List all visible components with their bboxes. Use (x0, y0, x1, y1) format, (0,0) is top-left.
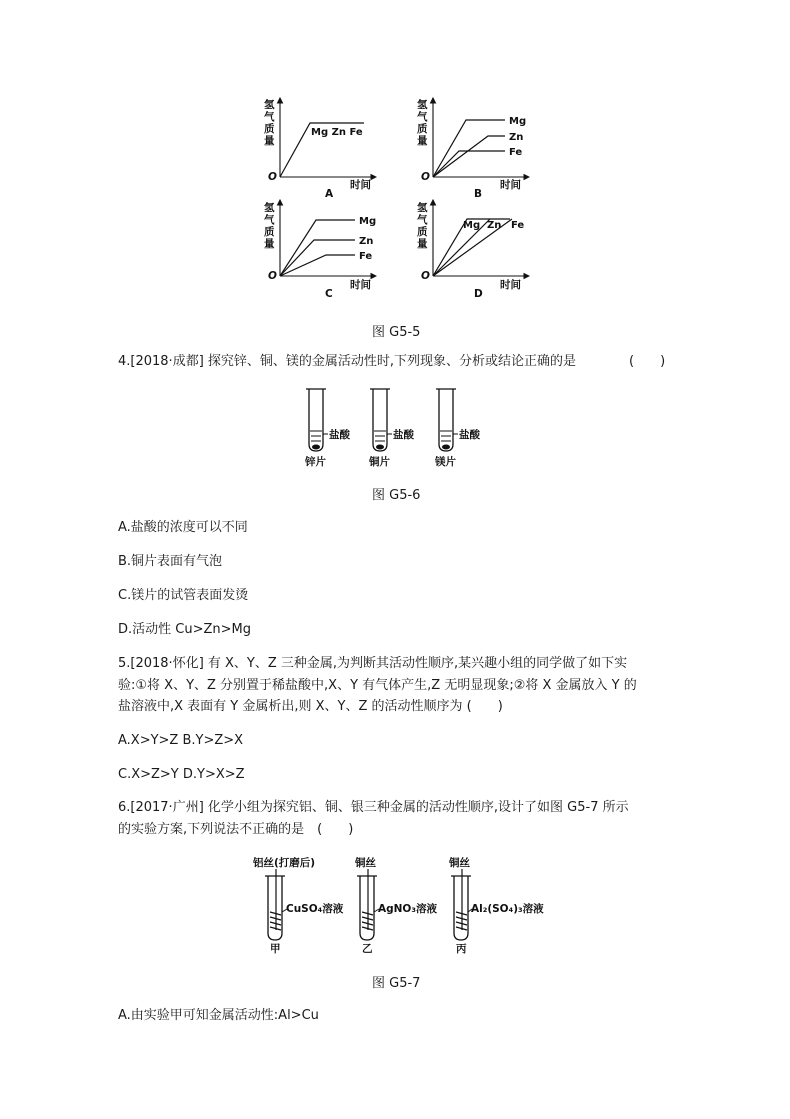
y-axis-label-char: 气 (417, 214, 428, 226)
y-axis-label-char: 质 (264, 123, 275, 135)
y-axis-label-char: 氢 (417, 202, 428, 214)
question-6-line-2: 的实验方案,下列说法不正确的是 ( ) (118, 822, 354, 837)
y-axis-label-char: 质 (264, 226, 275, 238)
series-label: Fe (359, 251, 373, 262)
tube-name: 甲 (270, 943, 281, 955)
solution-label: AgNO₃溶液 (378, 903, 437, 915)
wire-label: 铜丝 (449, 857, 470, 869)
y-axis-label-char: 气 (417, 111, 428, 123)
series-label: Mg (359, 216, 377, 227)
figure-caption: 图 G5-7 (372, 976, 421, 991)
x-axis-label: 时间 (500, 179, 521, 191)
tube-name: 乙 (362, 943, 373, 955)
y-axis-label-char: 质 (417, 226, 428, 238)
wire-label: 铝丝(打磨后) (253, 857, 316, 869)
graph-panel-c (264, 200, 376, 300)
series-label: Mg (509, 116, 527, 127)
liquid-label: 盐酸 (393, 429, 414, 441)
series-label: Zn (509, 132, 524, 143)
answer-paren: ( ) (629, 354, 666, 369)
origin-label: O (421, 270, 430, 282)
y-axis-label-char: 量 (417, 238, 428, 250)
origin-label: O (268, 171, 277, 183)
test-tube-magnesium (434, 389, 480, 468)
panel-letter: D (474, 288, 483, 300)
question-5-options-1: A.X>Y>Z B.Y>Z>X (118, 733, 244, 748)
figure-g5-6 (300, 382, 490, 472)
metal-label: 锌片 (305, 456, 326, 468)
wire-label: 铜丝 (355, 857, 376, 869)
y-axis-label-char: 氢 (264, 99, 275, 111)
metal-label: 镁片 (435, 456, 456, 468)
question-5-options-2: C.X>Z>Y D.Y>X>Z (118, 767, 245, 782)
question-5-line-2: 验:①将 X、Y、Z 分别置于稀盐酸中,X、Y 有气体产生,Z 无明显现象;②将 X 金属放入 Y 的 (118, 678, 637, 693)
y-axis-label-char: 气 (264, 214, 275, 226)
figure-caption: 图 G5-6 (372, 488, 421, 503)
test-tube-copper (368, 389, 414, 468)
test-tube-jia (252, 856, 344, 955)
liquid-label: 盐酸 (459, 429, 480, 441)
panel-letter: A (325, 188, 334, 200)
question-6-line-1: 6.[2017·广州] 化学小组为探究铝、铜、银三种金属的活动性顺序,设计了如图 G5-7 所示 (118, 800, 629, 815)
option-b: B.铜片表面有气泡 (118, 554, 223, 569)
y-axis-label-char: 质 (417, 123, 428, 135)
metal-label: 铜片 (369, 456, 390, 468)
x-axis-label: 时间 (350, 279, 371, 291)
tube-name: 丙 (456, 943, 467, 955)
y-axis-label-char: 氢 (264, 202, 275, 214)
series-label: Mg (463, 220, 481, 231)
y-axis-label-char: 量 (264, 238, 275, 250)
metal-piece (376, 445, 384, 450)
question-5-line-3: 盐溶液中,X 表面有 Y 金属析出,则 X、Y、Z 的活动性顺序为 ( ) (118, 699, 503, 714)
y-axis-label-char: 量 (264, 135, 275, 147)
solution-label: Al₂(SO₄)₃溶液 (471, 903, 544, 915)
x-axis-label: 时间 (500, 279, 521, 291)
solution-label: CuSO₄溶液 (286, 903, 344, 915)
graph-panel-a (264, 98, 376, 200)
option-d: D.活动性 Cu>Zn>Mg (118, 622, 251, 637)
panel-letter: C (325, 288, 333, 300)
y-axis-label-char: 氢 (417, 99, 428, 111)
option-a: A.由实验甲可知金属活动性:Al>Cu (118, 1008, 319, 1023)
series-label: Fe (509, 147, 523, 158)
metal-piece (312, 445, 320, 450)
series-label: Zn (487, 220, 502, 231)
figure-g5-7 (250, 852, 560, 957)
series-label: Mg Zn Fe (311, 127, 363, 138)
origin-label: O (268, 270, 277, 282)
figure-caption: 图 G5-5 (372, 325, 421, 340)
origin-label: O (421, 171, 430, 183)
x-axis-label: 时间 (350, 179, 371, 191)
test-tube-zinc (304, 389, 350, 468)
option-c: C.镁片的试管表面发烫 (118, 588, 249, 603)
question-4-stem: 4.[2018·成都] 探究锌、铜、镁的金属活动性时,下列现象、分析或结论正确的是 (118, 354, 577, 369)
test-tube-bing (448, 856, 544, 955)
option-a: A.盐酸的浓度可以不同 (118, 520, 248, 535)
figure-g5-5 (250, 90, 560, 305)
y-axis-label-char: 量 (417, 135, 428, 147)
graph-panel-b (417, 98, 529, 200)
series-line-zn (433, 136, 505, 177)
test-tube-yi (354, 856, 437, 955)
series-label: Zn (359, 236, 374, 247)
liquid-label: 盐酸 (329, 429, 350, 441)
question-5-line-1: 5.[2018·怀化] 有 X、Y、Z 三种金属,为判断其活动性顺序,某兴趣小组的同学做了如下实 (118, 656, 628, 671)
metal-piece (442, 445, 450, 450)
series-line-fe (433, 151, 505, 177)
series-label: Fe (511, 220, 525, 231)
panel-letter: B (474, 188, 483, 200)
graph-panel-d (417, 200, 529, 300)
y-axis-label-char: 气 (264, 111, 275, 123)
series-line-mg (280, 220, 355, 276)
